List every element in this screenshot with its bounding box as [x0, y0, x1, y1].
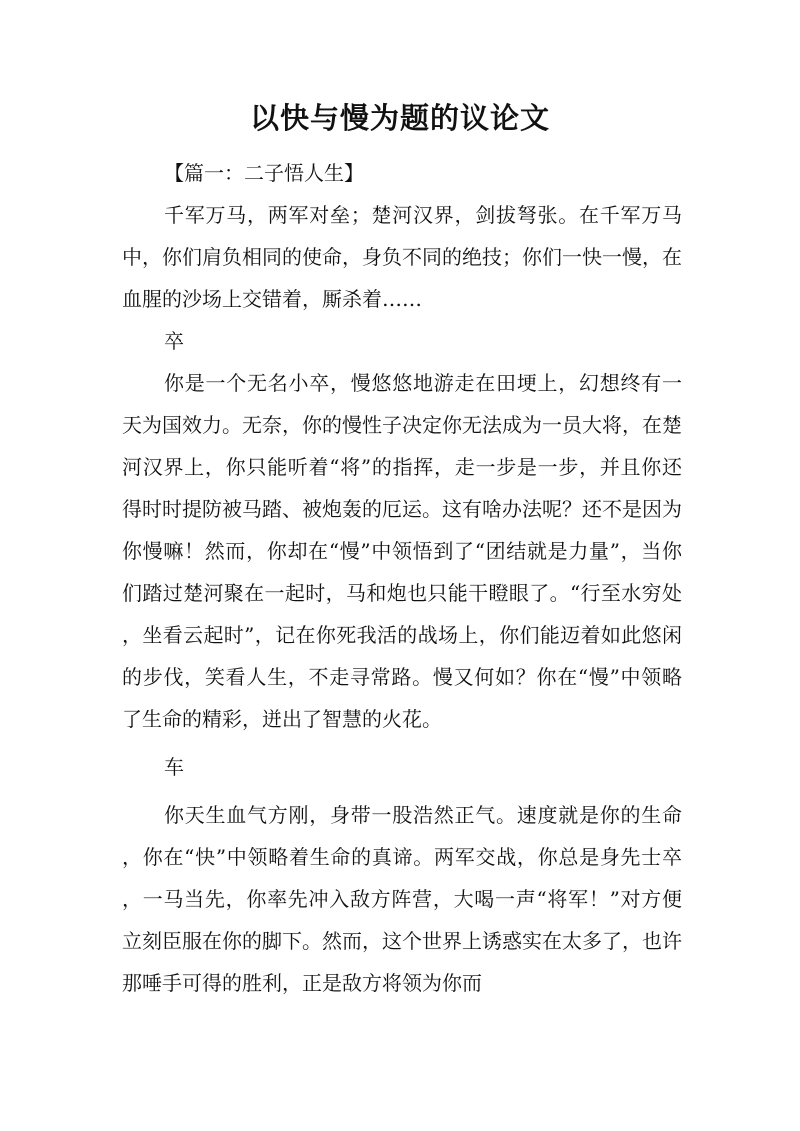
zu-paragraph: 你是一个无名小卒，慢悠悠地游走在田埂上，幻想终有一天为国效力。无奈，你的慢性子决定你无法成为一员大将，在楚河汉界上，你只能听着“将”的指挥，走一步是一步，并且你还得时时提防被马踏、被炮轰的厄运。这有啥办法呢？还不是因为你慢嘛！然而，你却在“慢”中领悟到了“团结就是力量”，当你们踏过楚河聚在一起时，马和炮也只能干瞪眼了。“行至水穷处，坐看云起时”，记在你死我活的战场上，你们能迈着如此悠闲的步伐，笑看人生，不走寻常路。慢又何如？你在“慢”中领略了生命的精彩，迸出了智慧的火花。 — [122, 371, 682, 731]
subheading-zu: 卒 — [164, 329, 184, 353]
intro-paragraph: 千军万马，两军对垒；楚河汉界，剑拔弩张。在千军万马中，你们肩负相同的使命，身负不同的绝技；你们一快一慢，在血腥的沙场上交错着，厮杀着…… — [122, 203, 682, 311]
subheading-che: 车 — [164, 755, 184, 779]
che-paragraph: 你天生血气方刚，身带一股浩然正气。速度就是你的生命，你在“快”中领略着生命的真谛。两军交战，你总是身先士卒，一马当先，你率先冲入敌方阵营，大喝一声“将军！”对方便立刻臣服在你的脚下。然而，这个世界上诱惑实在太多了，也许那唾手可得的胜利，正是敌方将领为你而 — [122, 803, 682, 995]
section-heading: 【篇一：二子悟人生】 — [164, 161, 364, 185]
document-body — [122, 152, 682, 1004]
document-title: 以快与慢为题的议论文 — [249, 101, 550, 135]
